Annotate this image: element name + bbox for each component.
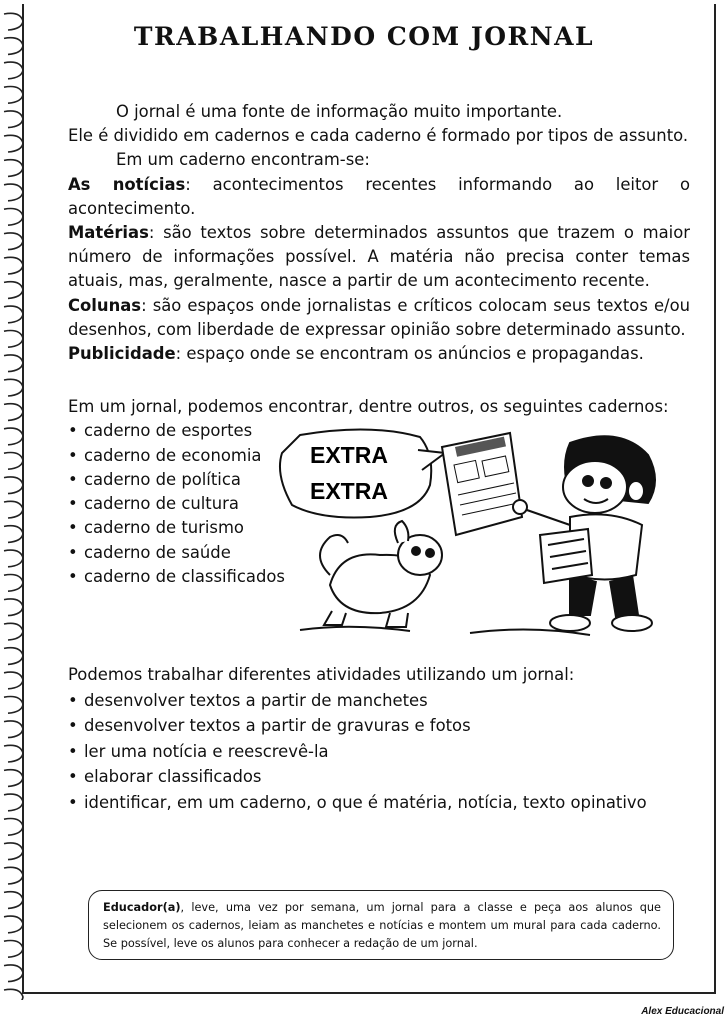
spiral-coil <box>4 111 23 128</box>
definition-term: Colunas <box>68 295 142 315</box>
spiral-coil <box>4 672 23 689</box>
list-item: • caderno de política <box>68 468 708 492</box>
atividades-section <box>68 662 708 816</box>
spiral-coil <box>4 916 23 933</box>
spiral-coil <box>4 623 23 640</box>
atividades-heading: Podemos trabalhar diferentes atividades utilizando um jornal: <box>68 665 575 684</box>
spiral-coil <box>4 135 23 152</box>
definition-text: : são textos sobre determinados assuntos que trazem o maior número de informações possível. A matéria não precisa conter temas atuais, mas, geralmente, nasce a partir de um acontecimento recente. <box>68 223 690 291</box>
definition-text: : são espaços onde jornalistas e críticos colocam seus textos e/ou desenhos, com liberdade de expressar opinião sobre determinado assunto. <box>68 295 690 339</box>
intro-section <box>68 100 690 366</box>
spiral-coil <box>4 453 23 470</box>
bubble-text-1: EXTRA <box>310 442 388 468</box>
spiral-coil <box>4 892 23 909</box>
spiral-coil <box>4 379 23 396</box>
spiral-coil <box>4 477 23 494</box>
definition-term: Matérias <box>68 223 149 243</box>
list-item: • caderno de esportes <box>68 419 708 443</box>
spiral-coil <box>4 989 23 1000</box>
spiral-coil <box>4 306 23 323</box>
spiral-coil <box>4 770 23 787</box>
intro-paragraph-3: Em um caderno encontram-se: <box>116 150 370 170</box>
spiral-coil <box>4 550 23 567</box>
spiral-coil <box>4 233 23 250</box>
spiral-coil <box>4 160 23 177</box>
spiral-coil <box>4 843 23 860</box>
intro-paragraph-2: Ele é dividido em cadernos e cada caderno é formado por tipos de assunto. <box>68 126 689 146</box>
spiral-coil <box>4 721 23 738</box>
spiral-coil <box>4 526 23 543</box>
definition-term: Publicidade <box>68 344 176 364</box>
newspaper-boy-illustration <box>270 425 690 645</box>
spiral-coil <box>4 745 23 762</box>
spiral-coil <box>4 867 23 884</box>
intro-paragraph-1: O jornal é uma fonte de informação muito importante. <box>116 102 563 121</box>
list-item: • caderno de turismo <box>68 516 708 540</box>
note-term: Educador(a) <box>103 901 181 914</box>
spiral-coil <box>4 184 23 201</box>
educator-note <box>88 890 674 960</box>
list-item: • caderno de economia <box>68 444 708 468</box>
definition-text: : espaço onde se encontram os anúncios e propagandas. <box>175 344 644 364</box>
speech-bubble <box>280 429 445 517</box>
definition-noticias <box>68 173 690 221</box>
spiral-coil <box>4 282 23 299</box>
list-item: • elaborar classificados <box>68 764 708 790</box>
spiral-coil <box>4 87 23 104</box>
page-title: TRABALHANDO COM JORNAL <box>133 22 595 51</box>
list-item: • caderno de saúde <box>68 541 708 565</box>
note-text: , leve, uma vez por semana, um jornal para a classe e peça aos alunos que selecionem os cadernos, leiam as manchetes e notícias e montem um mural para cada caderno. Se possível, leve os alunos para conhecer a redação de um jornal. <box>103 901 661 950</box>
credit-text: Alex Educacional <box>641 1006 724 1017</box>
spiral-coil <box>4 575 23 592</box>
newspaper-icon <box>442 433 522 535</box>
definition-text: : acontecimentos recentes informando ao leitor o acontecimento. <box>68 174 690 218</box>
list-item: • identificar, em um caderno, o que é matéria, notícia, texto opinativo <box>68 790 708 816</box>
list-item: • ler uma notícia e reescrevê-la <box>68 739 708 765</box>
spiral-coil <box>4 648 23 665</box>
spiral-coil <box>4 62 23 79</box>
list-item: • caderno de classificados <box>68 565 708 589</box>
spiral-coil <box>4 209 23 226</box>
spiral-coil <box>4 794 23 811</box>
list-item: • desenvolver textos a partir de gravuras e fotos <box>68 713 708 739</box>
spiral-coil <box>4 355 23 372</box>
definition-materias <box>68 221 690 294</box>
spiral-coil <box>4 331 23 348</box>
spiral-coil <box>4 599 23 616</box>
spiral-coil <box>4 501 23 518</box>
cadernos-heading: Em um jornal, podemos encontrar, dentre outros, os seguintes cadernos: <box>68 397 669 416</box>
spiral-coil <box>4 941 23 958</box>
definition-colunas <box>68 294 690 342</box>
spiral-coil <box>4 404 23 421</box>
spiral-coil <box>4 697 23 714</box>
spiral-coil <box>4 965 23 982</box>
spiral-coil <box>4 428 23 445</box>
boy-icon <box>513 436 655 631</box>
definition-term: As notícias <box>68 174 186 194</box>
atividades-list <box>68 688 708 816</box>
list-item: • desenvolver textos a partir de manchetes <box>68 688 708 714</box>
spiral-coil <box>4 257 23 274</box>
bubble-text-2: EXTRA <box>310 478 388 504</box>
spiral-coil <box>4 819 23 836</box>
definition-publicidade <box>68 342 690 366</box>
list-item: • caderno de cultura <box>68 492 708 516</box>
